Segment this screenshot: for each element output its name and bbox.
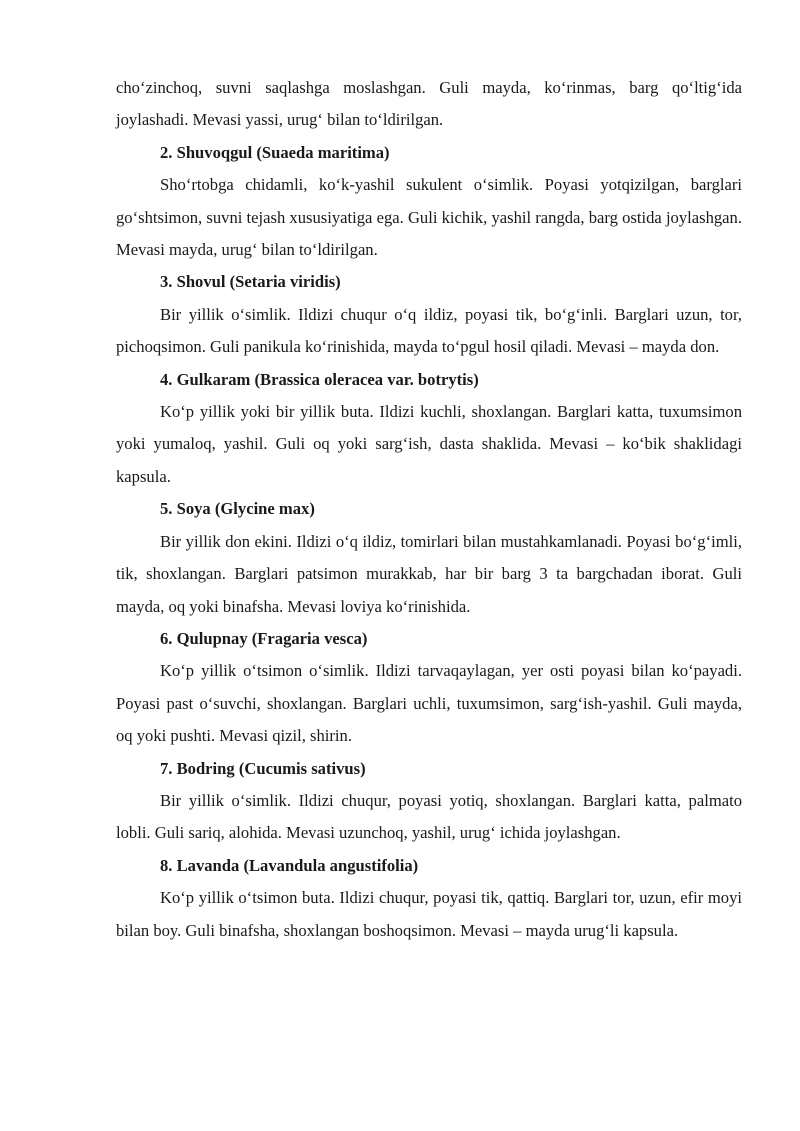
section-heading-bodring: 7. Bodring (Cucumis sativus)	[160, 758, 366, 778]
document-page	[116, 72, 742, 947]
section-heading-lavanda: 8. Lavanda (Lavandula angustifolia)	[160, 855, 419, 875]
section-text-soya: Bir yillik don ekini. Ildizi o‘q ildiz, tomirlari bilan mustahkamlanadi. Poyasi bo‘g‘imli, tik, shoxlangan. Barglari patsimon murakkab, har bir barg 3 ta bargchadan iborat. Guli mayda, oq yoki binafsha. Mevasi loviya ko‘rinishida.	[116, 531, 742, 616]
section-text-shuvoqgul: Sho‘rtobga chidamli, ko‘k-yashil sukulent o‘simlik. Poyasi yotqizilgan, barglari go‘shtsimon, suvni tejash xususiyatiga ega. Guli kichik, yashil rangda, barg ostida joylashgan. Mevasi mayda, urug‘ bilan to‘ldirilgan.	[116, 175, 742, 260]
section-text-lavanda: Ko‘p yillik o‘tsimon buta. Ildizi chuqur, poyasi tik, qattiq. Barglari tor, uzun, efir moyi bilan boy. Guli binafsha, shoxlangan boshoqsimon. Mevasi – mayda urug‘li kapsula.	[116, 888, 742, 940]
section-heading-qulupnay: 6. Qulupnay (Fragaria vesca)	[160, 628, 368, 648]
section-text-shovul: Bir yillik o‘simlik. Ildizi chuqur o‘q ildiz, poyasi tik, bo‘g‘inli. Barglari uzun, tor, pichoqsimon. Guli panikula ko‘rinishida, mayda to‘pgul hosil qiladi. Mevasi – mayda don.	[116, 304, 742, 357]
section-heading-shovul: 3. Shovul (Setaria viridis)	[160, 272, 341, 292]
section-heading-soya: 5. Soya (Glycine max)	[160, 499, 315, 519]
section-text-gulkaram: Ko‘p yillik yoki bir yillik buta. Ildizi kuchli, shoxlangan. Barglari katta, tuxumsimon yoki yumaloq, yashil. Guli oq yoki sarg‘ish, dasta shaklida. Mevasi – ko‘bik shaklidagi kapsula.	[116, 402, 742, 486]
section-heading-gulkaram: 4. Gulkaram (Brassica oleracea var. botrytis)	[160, 369, 479, 389]
intro-paragraph: cho‘zinchoq, suvni saqlashga moslashgan. Guli mayda, ko‘rinmas, barg qo‘ltig‘ida joylashadi. Mevasi yassi, urug‘ bilan to‘ldirilgan.	[116, 78, 742, 130]
section-heading-shuvoqgul: 2. Shuvoqgul (Suaeda maritima)	[160, 142, 390, 162]
section-text-bodring: Bir yillik o‘simlik. Ildizi chuqur, poyasi yotiq, shoxlangan. Barglari katta, palmato lobli. Guli sariq, alohida. Mevasi uzunchoq, yashil, urug‘ ichida joylashgan.	[116, 790, 742, 843]
section-text-qulupnay: Ko‘p yillik o‘tsimon o‘simlik. Ildizi tarvaqaylagan, yer osti poyasi bilan ko‘payadi. Poyasi past o‘suvchi, shoxlangan. Barglari uchli, tuxumsimon, sarg‘ish-yashil. Guli mayda, oq yoki pushti. Mevasi qizil, shirin.	[116, 661, 742, 746]
